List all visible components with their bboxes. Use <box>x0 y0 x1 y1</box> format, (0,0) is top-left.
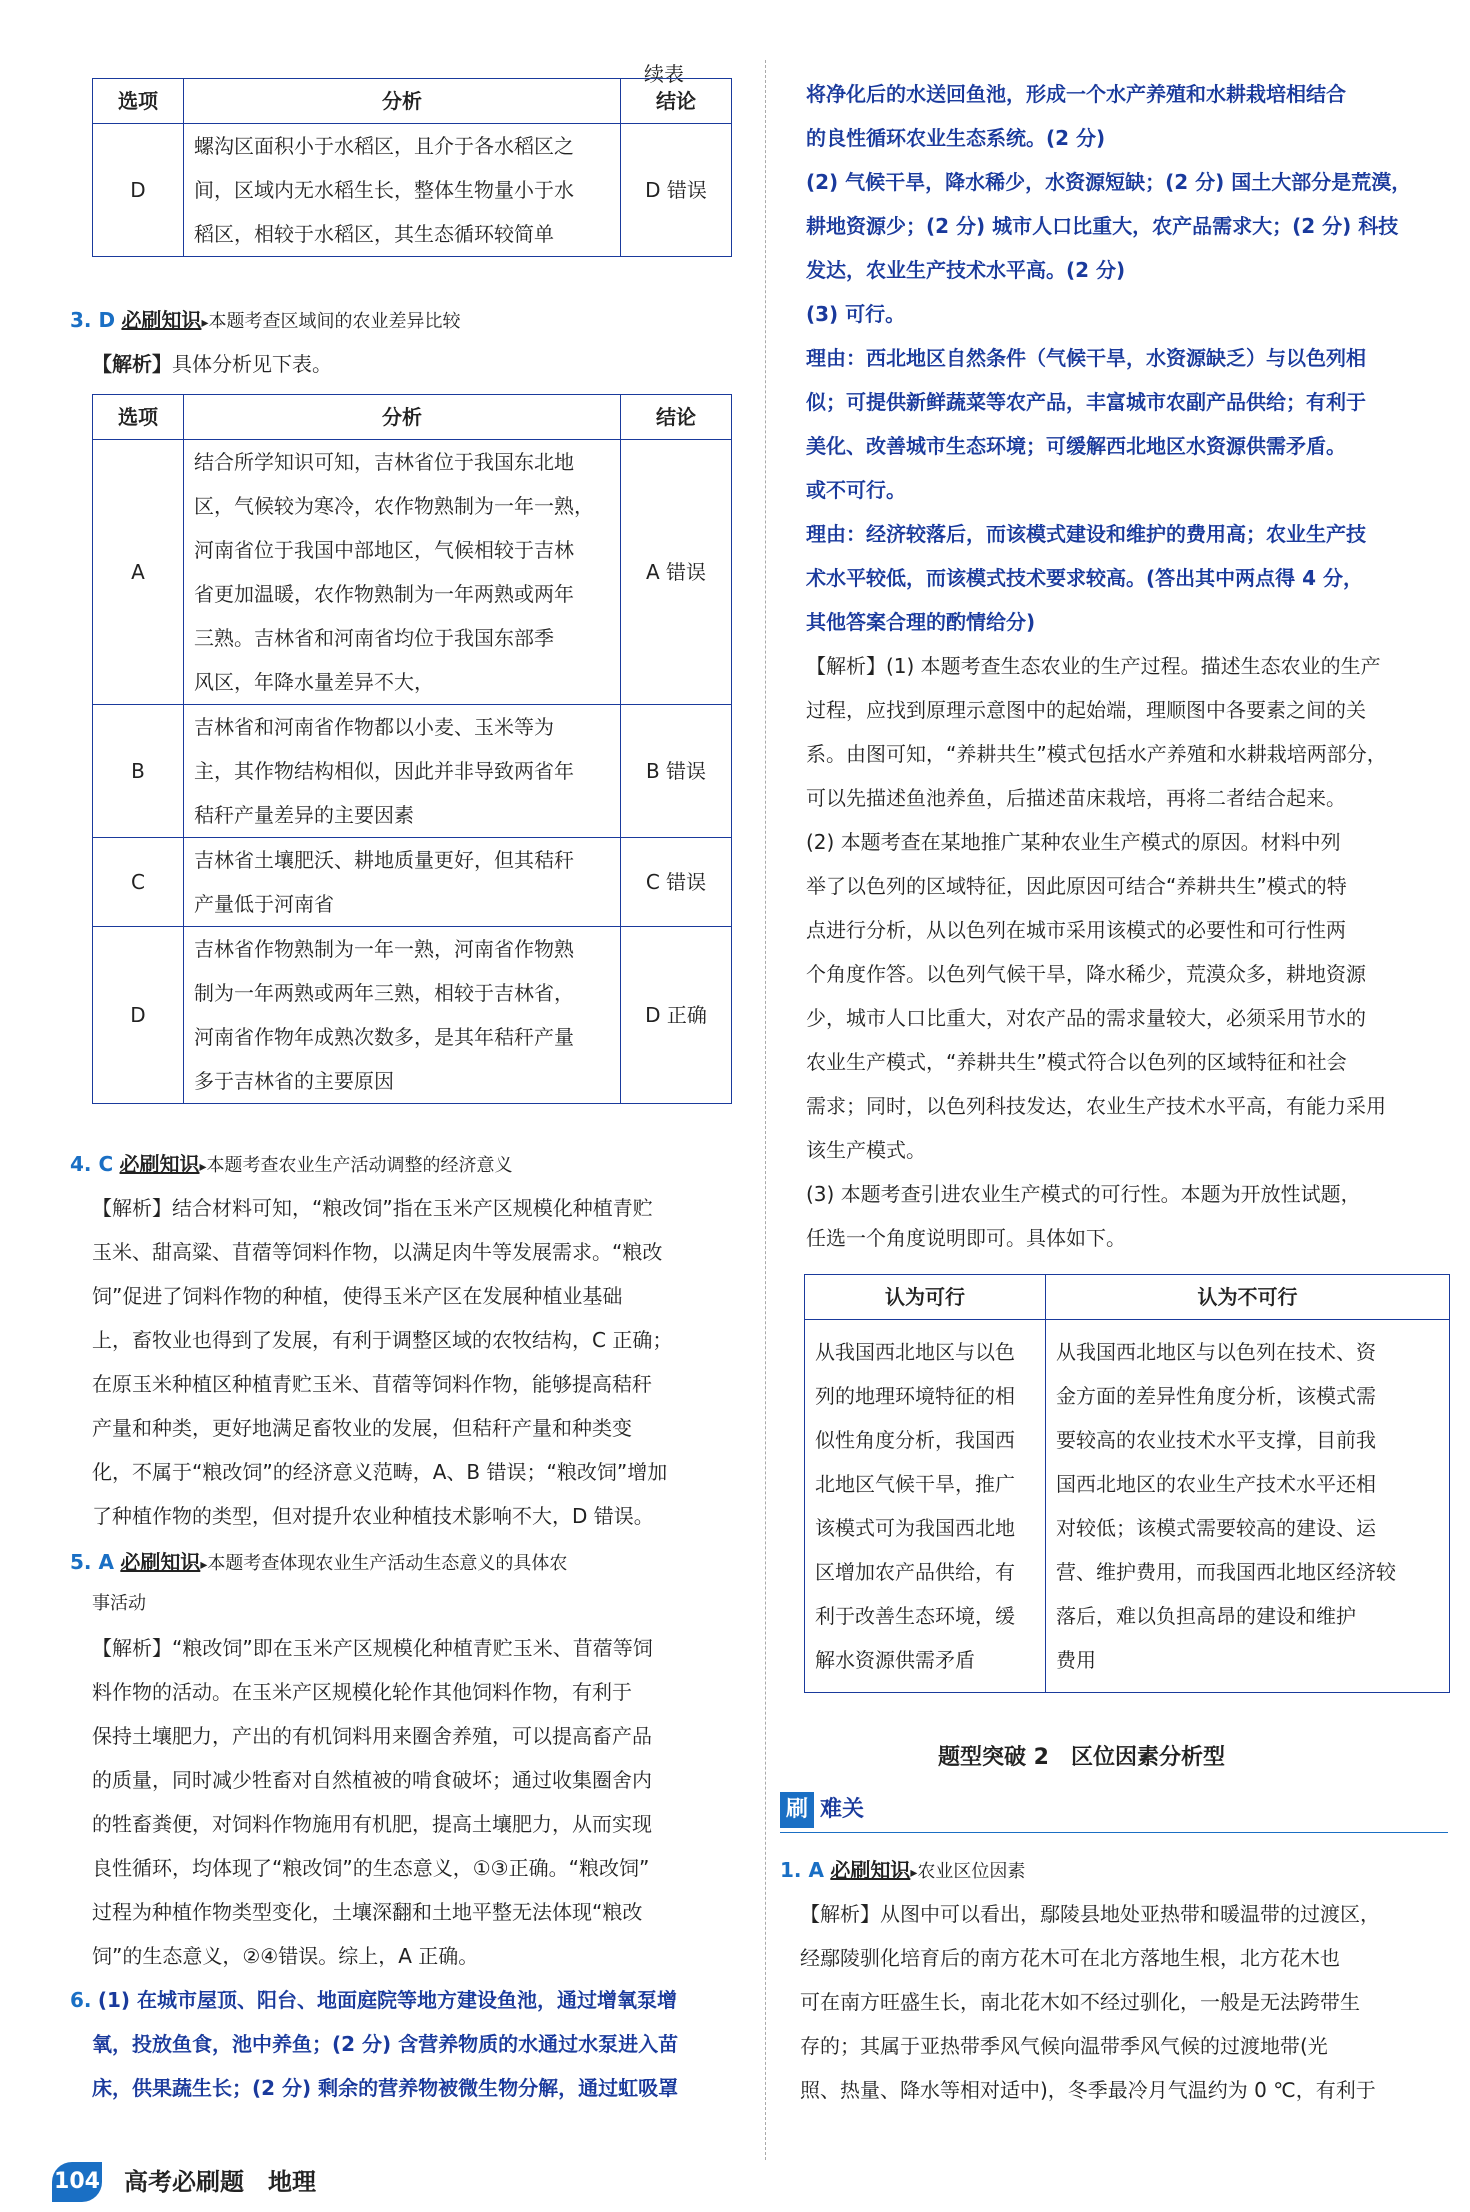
table2-line: 区，气候较为寒冷，农作物熟制为一年一熟， <box>194 494 594 518</box>
table2-line: 制为一年两熟或两年三熟，相较于吉林省， <box>194 981 574 1005</box>
q4-knowledge: 本题考查农业生产活动调整的经济意义 <box>206 1155 513 1176</box>
table-row <box>93 838 732 927</box>
table2-line: 风区，年降水量差异不大， <box>194 670 434 694</box>
q3-bishua-label: 必刷知识 <box>121 308 202 332</box>
table2-option: A <box>93 440 184 705</box>
q3-knowledge: 本题考查区域间的农业差异比较 <box>208 311 461 332</box>
table3-col1-line: 区增加农产品供给，有 <box>815 1560 1015 1584</box>
table-row <box>805 1320 1450 1693</box>
q4-line: 在原玉米种植区种植青贮玉米、苜蓿等饲料作物，能够提高秸秆 <box>92 1372 652 1396</box>
q6-line: 氧，投放鱼食，池中养鱼；(2 分) 含营养物质的水通过水泵进入苗 <box>92 2032 679 2056</box>
analysis-line: 可以先描述鱼池养鱼，后描述苗床栽培，再将二者结合起来。 <box>806 786 1346 810</box>
table3-col1-line: 北地区气候干旱，推广 <box>815 1472 1015 1496</box>
analysis-line: 点进行分析，从以色列在城市采用该模式的必要性和可行性两 <box>806 918 1346 942</box>
q4-line: 【解析】结合材料可知，“粮改饲”指在玉米产区规模化种植青贮 <box>92 1196 653 1220</box>
r-q1-line: 存的；其属于亚热带季风气候向温带季风气候的过渡地带(光 <box>800 2034 1328 2058</box>
q5-line: 的质量，同时减少牲畜对自然植被的啃食破坏；通过收集圈舍内 <box>92 1768 652 1792</box>
q3-number: 3. D <box>70 308 116 332</box>
continue-label: 续表 <box>644 62 684 86</box>
table1-line: 螺沟区面积小于水稻区，且介于各水稻区之 <box>194 134 574 158</box>
table2-option: D <box>93 927 184 1104</box>
table-row <box>93 705 732 838</box>
table1-header-analysis: 分析 <box>184 79 621 124</box>
q3-analysis <box>92 342 332 386</box>
table3-col2-line: 落后，难以负担高昂的建设和维护 <box>1056 1604 1356 1628</box>
table2-conclusion: B 错误 <box>621 705 732 838</box>
table2-line: 秸秆产量差异的主要因素 <box>194 803 414 827</box>
table2-option: B <box>93 705 184 838</box>
analysis-line: 该生产模式。 <box>806 1138 926 1162</box>
answer-line: 发达，农业生产技术水平高。(2 分) <box>806 258 1126 282</box>
table3-header-infeasible: 认为不可行 <box>1046 1275 1450 1320</box>
table2-line: 主，其作物结构相似，因此并非导致两省年 <box>194 759 574 783</box>
r-q1-line: 照、热量、降水等相对适中)，冬季最冷月气温约为 0 ℃，有利于 <box>800 2078 1376 2102</box>
arrow-icon: ▸ <box>910 1865 918 1881</box>
analysis-line: 任选一个角度说明即可。具体如下。 <box>806 1226 1126 1250</box>
table2-conclusion: D 正确 <box>621 927 732 1104</box>
q6-line: 床，供果蔬生长；(2 分) 剩余的营养物被微生物分解，通过虹吸罩 <box>92 2076 679 2100</box>
analysis-line: (2) 本题考查在某地推广某种农业生产模式的原因。材料中列 <box>806 830 1341 854</box>
table2-header-analysis: 分析 <box>184 395 621 440</box>
table-2 <box>92 394 732 1104</box>
q5-line: 料作物的活动。在玉米产区规模化轮作其他饲料作物，有利于 <box>92 1680 632 1704</box>
table2-line: 河南省位于我国中部地区，气候相较于吉林 <box>194 538 574 562</box>
r-q1-line: 可在南方旺盛生长，南北花木如不经过驯化，一般是无法跨带生 <box>800 1990 1360 2014</box>
q3-analysis-text: 具体分析见下表。 <box>172 352 332 376</box>
q4-number: 4. C <box>70 1152 114 1176</box>
table3-col1-line: 该模式可为我国西北地 <box>815 1516 1015 1540</box>
q6-text: (1) 在城市屋顶、阳台、地面庭院等地方建设鱼池，通过增氧泵增 <box>97 1988 678 2012</box>
table1-conclusion: D 错误 <box>621 124 732 257</box>
q4-bishua-label: 必刷知识 <box>119 1152 200 1176</box>
table-row <box>93 440 732 705</box>
q5-line: 饲”的生态意义，②④错误。综上，A 正确。 <box>92 1944 479 1968</box>
arrow-icon: ▸ <box>199 1159 207 1175</box>
table2-line: 三熟。吉林省和河南省均位于我国东部季 <box>194 626 554 650</box>
q5-line: 的牲畜粪便，对饲料作物施用有机肥，提高土壤肥力，从而实现 <box>92 1812 652 1836</box>
q5-line: 良性循环，均体现了“粮改饲”的生态意义，①③正确。“粮改饲” <box>92 1856 650 1880</box>
table3-col2-line: 要较高的农业技术水平支撑，目前我 <box>1056 1428 1376 1452</box>
arrow-icon: ▸ <box>201 315 209 331</box>
q3-analysis-label: 【解析】 <box>92 352 172 376</box>
answer-line: 耕地资源少；(2 分) 城市人口比重大，农产品需求大；(2 分) 科技 <box>806 214 1399 238</box>
column-divider <box>765 60 766 2160</box>
q5-knowledge-cont: 事活动 <box>92 1593 146 1614</box>
table3-col2-line: 从我国西北地区与以色列在技术、资 <box>1056 1340 1376 1364</box>
answer-line: 或不可行。 <box>806 478 906 502</box>
table3-col2-line: 金方面的差异性角度分析，该模式需 <box>1056 1384 1376 1408</box>
answer-line: 将净化后的水送回鱼池，形成一个水产养殖和水耕栽培相结合 <box>806 82 1346 106</box>
table2-line: 河南省作物年成熟次数多，是其年秸秆产量 <box>194 1025 574 1049</box>
table2-line: 结合所学知识可知，吉林省位于我国东北地 <box>194 450 574 474</box>
q3-header <box>70 298 460 345</box>
analysis-line: 需求；同时，以色列科技发达，农业生产技术水平高，有能力采用 <box>806 1094 1386 1118</box>
answer-line: 似；可提供新鲜蔬菜等农产品，丰富城市农副产品供给；有利于 <box>806 390 1366 414</box>
analysis-line: (3) 本题考查引进农业生产模式的可行性。本题为开放性试题， <box>806 1182 1361 1206</box>
q4-line: 上，畜牧业也得到了发展，有利于调整区域的农牧结构，C 正确； <box>92 1328 673 1352</box>
answer-line: 理由：经济较落后，而该模式建设和维护的费用高；农业生产技 <box>806 522 1366 546</box>
q5-bishua-label: 必刷知识 <box>120 1550 201 1574</box>
q5-line: 【解析】“粮改饲”即在玉米产区规模化种植青贮玉米、苜蓿等饲 <box>92 1636 653 1660</box>
q4-line: 产量和种类，更好地满足畜牧业的发展，但秸秆产量和种类变 <box>92 1416 632 1440</box>
r-q1-number: 1. A <box>780 1858 824 1882</box>
table2-conclusion: C 错误 <box>621 838 732 927</box>
analysis-line: 农业生产模式，“养耕共生”模式符合以色列的区域特征和社会 <box>806 1050 1347 1074</box>
page-number: 104 <box>52 2162 102 2202</box>
answer-line: 其他答案合理的酌情给分) <box>806 610 1036 634</box>
table2-header-option: 选项 <box>93 395 184 440</box>
section-title: 题型突破 2 区位因素分析型 <box>938 1745 1225 1770</box>
table2-line: 吉林省作物熟制为一年一熟，河南省作物熟 <box>194 937 574 961</box>
r-q1-bishua-label: 必刷知识 <box>830 1858 911 1882</box>
answer-line: (2) 气候干旱，降水稀少，水资源短缺；(2 分) 国土大部分是荒漠， <box>806 170 1412 194</box>
analysis-line: 少，城市人口比重大，对农产品的需求量较大，必须采用节水的 <box>806 1006 1366 1030</box>
table3-header-feasible: 认为可行 <box>805 1275 1046 1320</box>
table2-header-conclusion: 结论 <box>621 395 732 440</box>
table2-conclusion: A 错误 <box>621 440 732 705</box>
analysis-line: 过程，应找到原理示意图中的起始端，理顺图中各要素之间的关 <box>806 698 1366 722</box>
q6-line-1 <box>70 1978 677 2022</box>
table-row <box>93 927 732 1104</box>
table1-line: 稻区，相较于水稻区，其生态循环较简单 <box>194 222 554 246</box>
answer-line: 术水平较低，而该模式技术要求较高。(答出其中两点得 4 分， <box>806 566 1363 590</box>
table3-col1-line: 似性角度分析，我国西 <box>815 1428 1015 1452</box>
table2-option: C <box>93 838 184 927</box>
analysis-line: 系。由图可知，“养耕共生”模式包括水产养殖和水耕栽培两部分， <box>806 742 1387 766</box>
table3-col1-line: 列的地理环境特征的相 <box>815 1384 1015 1408</box>
table1-line: 间，区域内无水稻生长，整体生物量小于水 <box>194 178 574 202</box>
table3-col2-line: 国西北地区的农业生产技术水平还相 <box>1056 1472 1376 1496</box>
analysis-line: 举了以色列的区域特征，因此原因可结合“养耕共生”模式的特 <box>806 874 1347 898</box>
table-1 <box>92 78 732 257</box>
q4-line: 化，不属于“粮改饲”的经济意义范畴，A、B 错误；“粮改饲”增加 <box>92 1460 668 1484</box>
q5-knowledge: 本题考查体现农业生产活动生态意义的具体农 <box>207 1553 568 1574</box>
answer-line: 的良性循环农业生态系统。(2 分) <box>806 126 1106 150</box>
r-q1-line: 经鄢陵驯化培育后的南方花木可在北方落地生根，北方花木也 <box>800 1946 1340 1970</box>
r-q1-line: 【解析】从图中可以看出，鄢陵县地处亚热带和暖温带的过渡区， <box>800 1902 1380 1926</box>
q5-line: 保持土壤肥力，产出的有机饲料用来圈舍养殖，可以提高畜产品 <box>92 1724 652 1748</box>
table2-line: 吉林省和河南省作物都以小麦、玉米等为 <box>194 715 554 739</box>
table3-col2-line: 费用 <box>1056 1648 1096 1672</box>
table3-col1-line: 解水资源供需矛盾 <box>815 1648 975 1672</box>
table3-col1-line: 从我国西北地区与以色 <box>815 1340 1015 1364</box>
answer-line: 理由：西北地区自然条件（气候干旱，水资源缺乏）与以色列相 <box>806 346 1366 370</box>
table1-option: D <box>93 124 184 257</box>
shua-badge: 刷 <box>780 1792 814 1828</box>
section-rule <box>780 1832 1448 1833</box>
q4-line: 饲”促进了饲料作物的种植，使得玉米产区在发展种植业基础 <box>92 1284 623 1308</box>
table-3 <box>804 1274 1450 1693</box>
q5-header <box>70 1540 567 1587</box>
q4-line: 玉米、甜高粱、苜蓿等饲料作物，以满足肉牛等发展需求。“粮改 <box>92 1240 663 1264</box>
table1-header-conclusion: 结论 <box>621 79 732 124</box>
book-title: 高考必刷题 地理 <box>124 2168 316 2196</box>
analysis-line: 【解析】(1) 本题考查生态农业的生产过程。描述生态农业的生产 <box>806 654 1381 678</box>
table-row <box>93 124 732 257</box>
q5-line: 过程为种植作物类型变化，土壤深翻和土地平整无法体现“粮改 <box>92 1900 643 1924</box>
answer-line: 美化、改善城市生态环境；可缓解西北地区水资源供需矛盾。 <box>806 434 1346 458</box>
q6-number: 6. <box>70 1988 92 2012</box>
difficulty-label: 难关 <box>820 1797 865 1822</box>
r-q1-knowledge: 农业区位因素 <box>917 1861 1026 1882</box>
table2-line: 多于吉林省的主要原因 <box>194 1069 394 1093</box>
table2-line: 吉林省土壤肥沃、耕地质量更好，但其秸秆 <box>194 848 574 872</box>
answer-line: (3) 可行。 <box>806 302 906 326</box>
table2-line: 省更加温暖，农作物熟制为一年两熟或两年 <box>194 582 574 606</box>
table2-line: 产量低于河南省 <box>194 892 334 916</box>
analysis-line: 个角度作答。以色列气候干旱，降水稀少，荒漠众多，耕地资源 <box>806 962 1366 986</box>
q4-header <box>70 1142 513 1189</box>
table3-col2-line: 对较低；该模式需要较高的建设、运 <box>1056 1516 1376 1540</box>
table3-col1-line: 利于改善生态环境，缓 <box>815 1604 1015 1628</box>
q4-line: 了种植作物的类型，但对提升农业种植技术影响不大，D 错误。 <box>92 1504 654 1528</box>
table3-col2-line: 营、维护费用，而我国西北地区经济较 <box>1056 1560 1396 1584</box>
q5-number: 5. A <box>70 1550 114 1574</box>
r-q1-header <box>780 1848 1025 1895</box>
arrow-icon: ▸ <box>200 1557 208 1573</box>
table1-header-option: 选项 <box>93 79 184 124</box>
